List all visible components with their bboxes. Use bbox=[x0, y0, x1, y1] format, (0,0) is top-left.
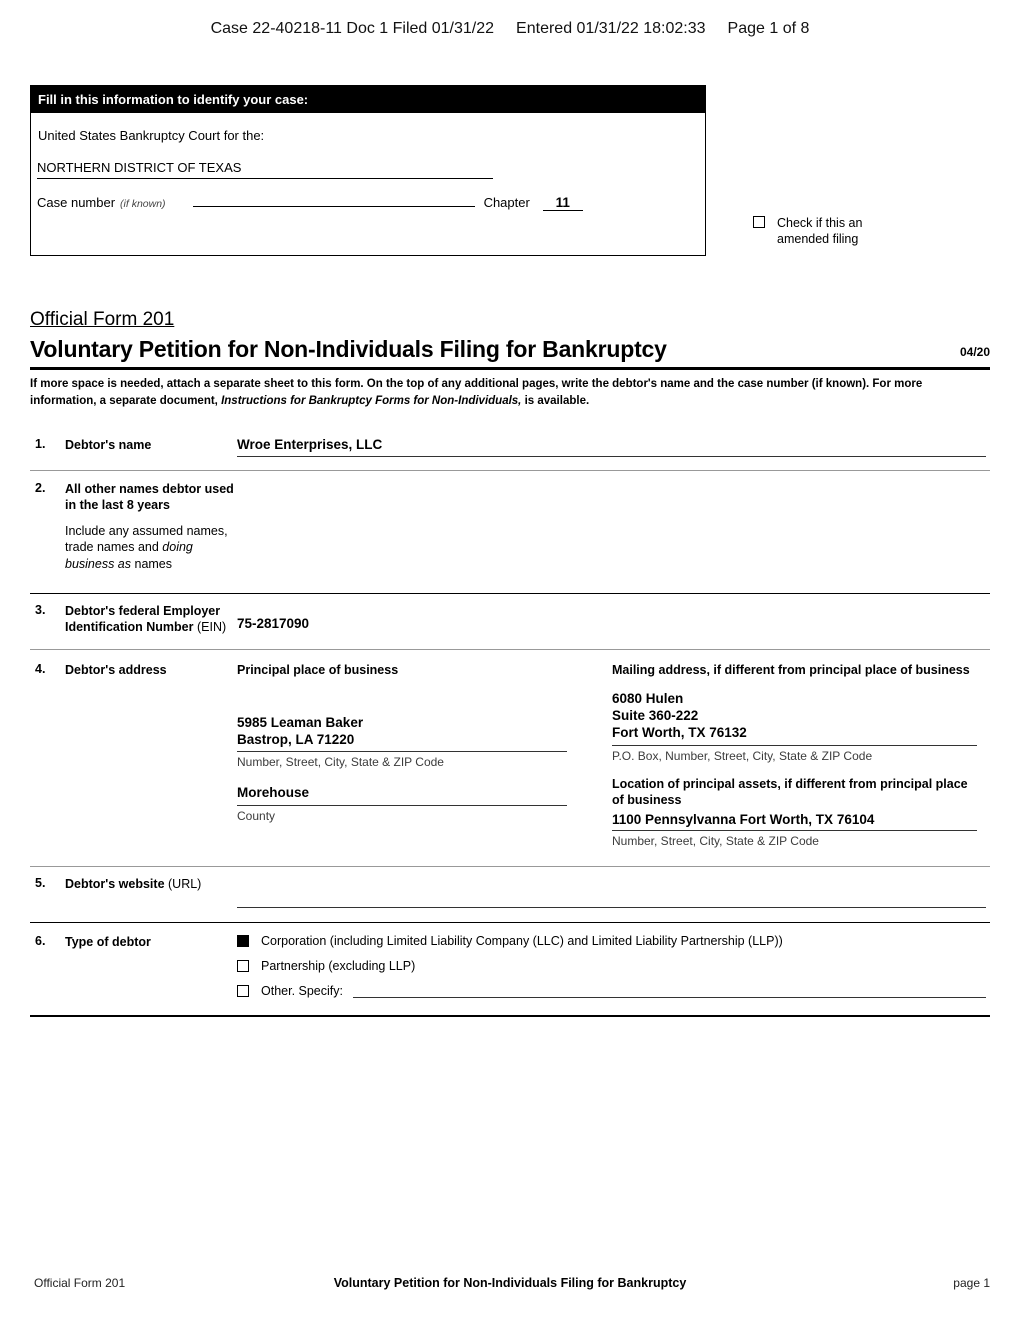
item-number: 6. bbox=[35, 934, 46, 949]
option-corporation bbox=[237, 934, 990, 948]
item-number: 4. bbox=[35, 661, 46, 676]
instructions-text-end: is available. bbox=[521, 394, 590, 407]
case-stamp-entered: Entered 01/31/22 18:02:33 bbox=[516, 20, 706, 37]
title-rule bbox=[30, 367, 990, 370]
debtor-name-field[interactable]: Wroe Enterprises, LLC bbox=[237, 437, 986, 457]
website-label-bold: Debtor's website bbox=[65, 877, 165, 892]
amended-filing-option bbox=[753, 215, 881, 248]
principal-address-line1: 5985 Leaman Baker bbox=[237, 714, 364, 730]
option-other bbox=[237, 984, 990, 998]
debtor-name-label: Debtor's name bbox=[65, 438, 152, 452]
principal-place-column bbox=[237, 662, 567, 849]
principal-assets-header: Location of principal assets, if different from principal place of business bbox=[612, 776, 968, 807]
mailing-address-column bbox=[612, 662, 977, 849]
ein-label bbox=[65, 603, 237, 636]
form-number-heading: Official Form 201 bbox=[30, 309, 175, 330]
website-label bbox=[65, 876, 237, 892]
case-number-label: Case number bbox=[37, 195, 116, 210]
row-debtor-address bbox=[30, 650, 990, 868]
row-debtor-name bbox=[30, 430, 990, 471]
row-website bbox=[30, 867, 990, 923]
case-box-banner: Fill in this information to identify your case: bbox=[31, 86, 705, 113]
partnership-checkbox[interactable] bbox=[237, 960, 249, 972]
row-type-of-debtor bbox=[30, 923, 990, 1017]
form-version: 04/20 bbox=[959, 345, 990, 359]
other-names-note-italic: doing business as bbox=[65, 540, 193, 572]
principal-address-line2: Bastrop, LA 71220 bbox=[237, 732, 355, 748]
mailing-address-line2: Suite 360-222 bbox=[612, 708, 699, 724]
other-specify-field[interactable] bbox=[353, 984, 986, 998]
county-caption: County bbox=[237, 808, 276, 823]
corporation-label: Corporation (including Limited Liability Company (LLC) and Limited Liability Partnership (LLP)) bbox=[261, 934, 783, 949]
mailing-address-field[interactable] bbox=[612, 690, 977, 746]
principal-address-caption: Number, Street, City, State & ZIP Code bbox=[237, 755, 444, 770]
form-table bbox=[30, 430, 990, 1017]
item-number: 2. bbox=[35, 481, 46, 495]
website-label-suffix: (URL) bbox=[168, 877, 202, 892]
row-ein bbox=[30, 594, 990, 650]
type-of-debtor-label: Type of debtor bbox=[65, 935, 151, 950]
amended-filing-label: Check if this an amended filing bbox=[777, 216, 863, 247]
chapter-value-field[interactable]: 11 bbox=[543, 195, 583, 211]
court-label: United States Bankruptcy Court for the: bbox=[38, 128, 265, 143]
other-checkbox[interactable] bbox=[237, 985, 249, 997]
chapter-label: Chapter bbox=[483, 195, 530, 210]
district-field: NORTHERN DISTRICT OF TEXAS bbox=[37, 160, 493, 179]
instructions-text: If more space is needed, attach a separate sheet to this form. On the top of any additional pages, write the debtor's name and the case number (if known). For more information, a separate document, bbox=[30, 378, 923, 407]
county-field[interactable]: Morehouse bbox=[237, 784, 567, 805]
form-title: Voluntary Petition for Non-Individuals Filing for Bankruptcy bbox=[30, 336, 667, 362]
ein-field[interactable]: 75-2817090 bbox=[237, 616, 310, 632]
mailing-address-caption: P.O. Box, Number, Street, City, State & ZIP Code bbox=[612, 748, 873, 763]
item-number: 3. bbox=[35, 603, 46, 618]
other-names-note-end: names bbox=[131, 557, 173, 572]
mailing-address-line3: Fort Worth, TX 76132 bbox=[612, 725, 747, 741]
principal-address-field[interactable] bbox=[237, 714, 567, 753]
ein-label-suffix: (EIN) bbox=[196, 620, 227, 635]
footer-page-number: page 1 bbox=[953, 1276, 990, 1290]
partnership-label: Partnership (excluding LLP) bbox=[261, 959, 416, 974]
item-number: 1. bbox=[35, 437, 46, 451]
ein-label-bold: Debtor's federal Employer Identification Number bbox=[65, 604, 221, 635]
mailing-address-header: Mailing address, if different from principal place of business bbox=[612, 662, 970, 677]
other-names-label bbox=[65, 481, 247, 573]
case-identification-box bbox=[30, 85, 706, 256]
case-stamp-header bbox=[0, 20, 1020, 38]
amended-filing-checkbox[interactable] bbox=[753, 216, 765, 228]
principal-place-header: Principal place of business bbox=[237, 662, 399, 677]
other-names-note bbox=[65, 523, 237, 574]
other-label: Other. Specify: bbox=[261, 984, 343, 999]
row-other-names bbox=[30, 471, 990, 594]
debtor-address-label: Debtor's address bbox=[65, 662, 167, 677]
website-field[interactable] bbox=[237, 907, 986, 908]
other-names-label-text: All other names debtor used in the last 8 years bbox=[65, 482, 234, 513]
corporation-checkbox[interactable] bbox=[237, 935, 249, 947]
page-footer bbox=[30, 1276, 990, 1296]
option-partnership bbox=[237, 959, 990, 973]
case-number-hint: (if known) bbox=[120, 198, 166, 210]
footer-form-name: Official Form 201 bbox=[34, 1276, 126, 1290]
instructions-italic-title: Instructions for Bankruptcy Forms for Non-Individuals, bbox=[221, 394, 522, 407]
other-names-note-text: Include any assumed names, trade names and bbox=[65, 523, 228, 555]
case-stamp-case: Case 22-40218-11 Doc 1 Filed 01/31/22 bbox=[210, 20, 495, 37]
case-number-input[interactable] bbox=[193, 193, 475, 207]
principal-assets-caption: Number, Street, City, State & ZIP Code bbox=[612, 834, 819, 849]
footer-form-title: Voluntary Petition for Non-Individuals Filing for Bankruptcy bbox=[333, 1276, 687, 1290]
item-number: 5. bbox=[35, 876, 46, 891]
mailing-address-line1: 6080 Hulen bbox=[612, 690, 684, 706]
case-stamp-page: Page 1 of 8 bbox=[727, 20, 810, 37]
principal-assets-field[interactable]: 1100 Pennsylvanna Fort Worth, TX 76104 bbox=[612, 812, 977, 831]
form-instructions bbox=[30, 376, 990, 409]
